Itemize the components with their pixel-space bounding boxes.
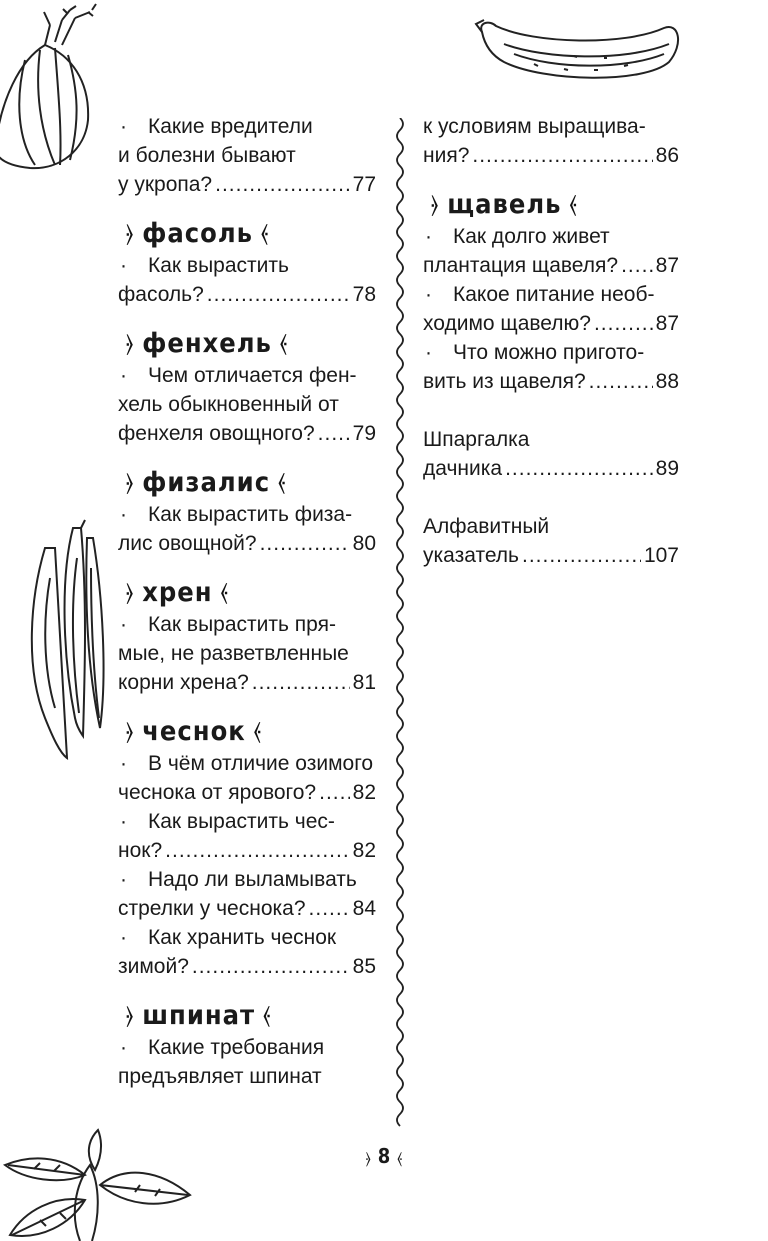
page-ref: 87 xyxy=(655,312,679,335)
page-ref: 88 xyxy=(655,370,679,393)
left-column xyxy=(118,112,376,1091)
column-divider xyxy=(389,118,411,1128)
toc-entry[interactable]: · Какие вредители и болезни бывают у укропа? ..... 77 xyxy=(118,112,376,199)
page-ref: 82 xyxy=(352,781,376,804)
page-ref: 78 xyxy=(352,283,376,306)
page-ref: 79 xyxy=(352,422,376,445)
page-ref: 82 xyxy=(352,839,376,862)
toc-entry[interactable]: · Как долго живет плантация щавеля? ..... 87 xyxy=(423,222,679,280)
section-heading: ⦒ фасоль ⦑ xyxy=(126,217,270,249)
toc-entry[interactable]: · Что можно пригото- вить из щавеля? ..... 88 xyxy=(423,338,679,396)
page-ref: 107 xyxy=(643,544,679,567)
page-ref: 89 xyxy=(655,457,679,480)
toc-entry[interactable]: · Чем отличается фен- хель обыкновенный от фенхеля овощного? ..... 79 xyxy=(118,361,376,448)
page-ref: 84 xyxy=(352,897,376,920)
section-heading: ⦒ хрен ⦑ xyxy=(126,576,229,608)
page-ref: 86 xyxy=(655,144,679,167)
toc-entry[interactable]: · Как вырастить физа- лис овощной? ..... 80 xyxy=(118,500,376,558)
toc-entry-index[interactable]: Алфавитный указатель ..... 107 xyxy=(423,512,679,570)
fennel-illustration-icon xyxy=(0,0,110,175)
beans-illustration-icon xyxy=(15,518,105,763)
toc-entry[interactable]: · В чём отличие озимого чеснока от ярового? ..... 82 xyxy=(118,749,376,807)
zucchini-illustration-icon xyxy=(474,14,684,86)
toc-entry-cheatsheet[interactable]: Шпаргалка дачника ..... 89 xyxy=(423,425,679,483)
page-ref: 87 xyxy=(655,254,679,277)
toc-entry[interactable]: · Как вырастить фасоль? ..... 78 xyxy=(118,251,376,309)
toc-entry[interactable]: · Какое питание необ- ходимо щавелю? ..... 87 xyxy=(423,280,679,338)
section-heading: ⦒ физалис ⦑ xyxy=(126,466,287,498)
toc-entry[interactable]: к условиям выращива- ния? ..... 86 xyxy=(423,112,679,170)
section-heading: ⦒ щавель ⦑ xyxy=(431,188,578,220)
toc-entry[interactable]: · Надо ли выламывать стрелки у чеснока? ..... 84 xyxy=(118,865,376,923)
toc-entry[interactable]: · Какие требования предъявляет шпинат xyxy=(118,1036,325,1088)
page-ref: 85 xyxy=(352,955,376,978)
page-ref: 77 xyxy=(352,173,376,196)
section-heading: ⦒ шпинат ⦑ xyxy=(126,999,272,1031)
bullet: · xyxy=(120,115,127,138)
page-ref: 80 xyxy=(352,532,376,555)
toc-entry[interactable]: · Как хранить чеснок зимой? ..... 85 xyxy=(118,923,376,981)
toc-entry[interactable]: · Как вырастить пря- мые, не разветвленные корни хрена? ..... 81 xyxy=(118,610,376,697)
section-heading: ⦒ чеснок ⦑ xyxy=(126,715,263,747)
right-column xyxy=(423,112,679,570)
toc-entry[interactable]: · Как вырастить чес- нок? ..... 82 xyxy=(118,807,376,865)
page-ref: 81 xyxy=(352,671,376,694)
page-number: ⦒ 8 ⦑ xyxy=(365,1144,403,1168)
basil-illustration-icon xyxy=(0,1125,200,1241)
section-heading: ⦒ фенхель ⦑ xyxy=(126,327,289,359)
